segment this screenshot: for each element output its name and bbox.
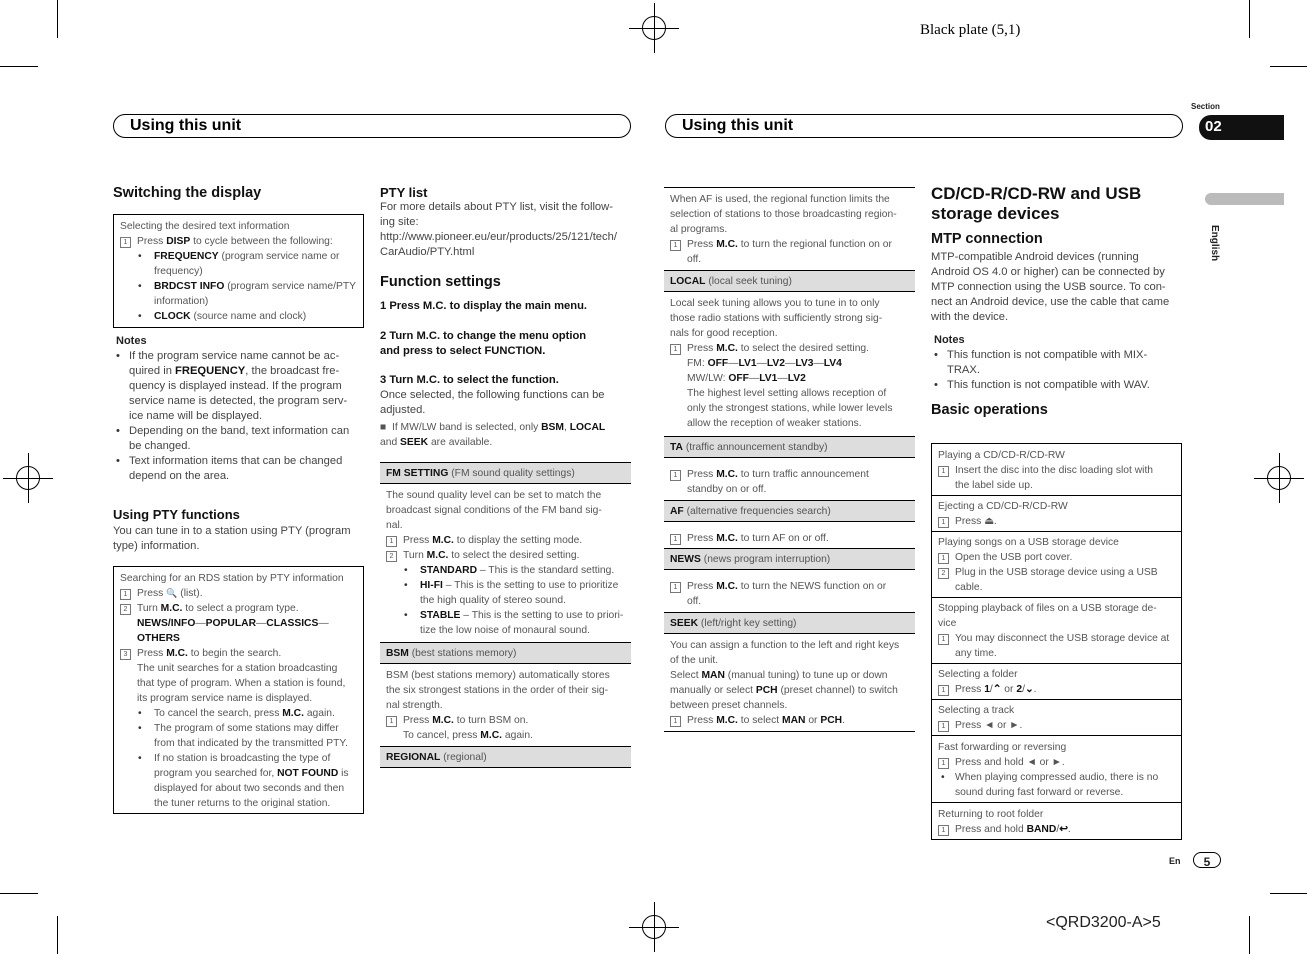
function-bar-local: LOCAL (local seek tuning) bbox=[664, 270, 915, 292]
box-title: Selecting the desired text information bbox=[120, 221, 290, 232]
bullet: • FREQUENCY (program service name or bbox=[120, 249, 357, 264]
section-label: Section bbox=[1191, 102, 1220, 111]
step: 1 Press DISP to cycle between the following: bbox=[120, 234, 357, 249]
function-body: When AF is used, the regional function limits the selection of stations to those broadcasting region- al programs. 1 Press M.C. to turn the regional function on or off. bbox=[664, 188, 915, 270]
function-body: Local seek tuning allows you to tune in to only those radio stations with sufficiently strong sig- nals for good reception. 1 Press M.C. to select the desired setting. FM: OFF—LV1—LV2—LV3—LV4 MW/LW: OFF—LV1—LV2 The highest level setting allows reception of only the strongest stations, while lower levels allow the reception of weaker stations. bbox=[664, 292, 915, 434]
bullet: • HI-FI – This is the setting to use to prioritize the high quality of stereo sound. bbox=[386, 578, 625, 608]
paragraph: You can tune in to a station using PTY (program type) information. bbox=[113, 525, 351, 552]
up-icon: ⌃ bbox=[992, 684, 1002, 695]
step: 1 Press M.C. to turn the regional function on or bbox=[670, 237, 909, 252]
step: 2 Turn M.C. to select the desired setting. bbox=[386, 548, 625, 563]
bullet: • STANDARD – This is the standard setting. bbox=[386, 563, 625, 578]
step-heading: 2 Turn M.C. to change the menu option and press to select FUNCTION. bbox=[380, 330, 587, 357]
page-number: 5 bbox=[1203, 855, 1211, 869]
function-body: BSM (best stations memory) automatically stores the six strongest stations in the order of their sig- nal strength. 1 Press M.C. to turn BSM on. To cancel, press M.C. again. bbox=[380, 664, 631, 746]
bullet: • BRDCST INFO (program service name/PTY bbox=[120, 279, 357, 294]
table-row: Returning to root folder 1 Press and hold BAND/↩. bbox=[938, 809, 1071, 835]
bullet-cont: frequency) bbox=[154, 266, 203, 277]
step: 1 Press M.C. to turn the NEWS function on or bbox=[670, 579, 909, 594]
paragraph: Once selected, the following functions can be adjusted. bbox=[380, 389, 605, 416]
note: • Depending on the band, text information can be changed. bbox=[113, 424, 365, 454]
function-body bbox=[664, 522, 915, 548]
heading-switching-display: Switching the display bbox=[113, 185, 262, 201]
right-arrow-icon: ► bbox=[1051, 757, 1062, 768]
table-row: Selecting a folder 1 Press 1/⌃ or 2/⌄. bbox=[932, 664, 1181, 700]
bullet-cont: information) bbox=[154, 296, 209, 307]
step: 1 Press M.C. to select the desired setting. bbox=[670, 341, 909, 356]
crop-mark bbox=[57, 0, 58, 38]
registration-mark bbox=[16, 466, 40, 490]
table-row: Fast forwarding or reversing 1 Press and hold ◄ or ►. • When playing compressed audio, there is no sound during fast forward or reverse. bbox=[932, 736, 1181, 803]
step-cont: NEWS/INFO—POPULAR—CLASSICS— bbox=[137, 618, 329, 629]
step-cont: OTHERS bbox=[137, 633, 180, 644]
search-icon: 🔍 bbox=[166, 588, 178, 598]
language-label: English bbox=[1209, 225, 1220, 262]
table-row: Ejecting a CD/CD-R/CD-RW 1 Press ⏏. bbox=[932, 496, 1181, 532]
heading-basic-operations: Basic operations bbox=[931, 402, 1048, 418]
crop-mark bbox=[57, 916, 58, 954]
header-bar-left bbox=[113, 114, 631, 138]
heading-cd-usb: CD/CD-R/CD-RW and USB storage devices bbox=[931, 184, 1142, 223]
column-3 bbox=[664, 187, 915, 732]
step: 2 Turn M.C. to select a program type. bbox=[120, 601, 357, 616]
heading-function-settings: Function settings bbox=[380, 274, 501, 290]
column-4 bbox=[931, 184, 1182, 418]
page-number-badge bbox=[1193, 852, 1221, 868]
table-row: Selecting a track 1 Press ◄ or ►. bbox=[932, 700, 1181, 736]
function-bar-af: AF (alternative frequencies search) bbox=[664, 500, 915, 522]
eject-icon: ⏏ bbox=[984, 516, 994, 527]
note: ■ If MW/LW band is selected, only BSM, LOCAL and SEEK are available. bbox=[380, 422, 606, 448]
notes-heading: Notes bbox=[934, 334, 965, 346]
function-bar-seek: SEEK (left/right key setting) bbox=[664, 612, 915, 634]
step: 1 Press M.C. to turn traffic announcement bbox=[670, 467, 909, 482]
bullet: • The program of some stations may differ from that indicated by the transmitted PTY. bbox=[120, 721, 357, 751]
heading-pty-list: PTY list bbox=[380, 185, 428, 200]
header-title: Using this unit bbox=[130, 117, 242, 134]
step-cont: The unit searches for a station broadcasting that type of program. When a station is found, its program service name is displayed. bbox=[137, 663, 346, 704]
bullet: • CLOCK (source name and clock) bbox=[120, 309, 357, 324]
step: 1 Press M.C. to turn BSM on. bbox=[386, 713, 625, 728]
registration-mark bbox=[642, 16, 666, 40]
header-title: Using this unit bbox=[682, 117, 794, 134]
crop-mark bbox=[0, 66, 38, 67]
crop-mark bbox=[1249, 0, 1250, 38]
note: • This function is not compatible with WAV. bbox=[931, 378, 1182, 393]
step-heading: 3 Turn M.C. to select the function. bbox=[380, 374, 559, 386]
notes-list bbox=[113, 349, 365, 484]
section-badge bbox=[1199, 115, 1284, 140]
notes-section bbox=[113, 334, 365, 484]
bullet: • If no station is broadcasting the type of program you searched for, NOT FOUND is displayed for about two seconds and then the tuner returns to the original station. bbox=[120, 751, 357, 811]
note: • If the program service name cannot be ac- quired in FREQUENCY, the broadcast fre- quency is displayed instead. If the program service name is detected, the program serv- ice name will be displayed. bbox=[113, 349, 365, 424]
note: • This function is not compatible with MIX- TRAX. bbox=[931, 348, 1182, 378]
table-row: Playing songs on a USB storage device 1 Open the USB port cover. 2 Plug in the USB storage device using a USB cable. bbox=[932, 532, 1181, 598]
registration-mark bbox=[642, 915, 666, 939]
info-box-pty bbox=[113, 566, 364, 814]
function-bar-bsm: BSM (best stations memory) bbox=[380, 642, 631, 664]
language-tab bbox=[1205, 193, 1284, 205]
right-arrow-icon: ► bbox=[1009, 720, 1020, 731]
notes-heading: Notes bbox=[116, 335, 147, 347]
paragraph: For more details about PTY list, visit the follow- ing site: http://www.pioneer.eu/eur/products/25/121/tech/ CarAudio/PTY.html bbox=[380, 201, 617, 258]
function-body: The sound quality level can be set to match the broadcast signal conditions of the FM band sig- nal. 1 Press M.C. to display the setting mode. 2 Turn M.C. to select the desired setting. • STANDARD – This is the standard setting. • HI-FI – This is the setting to use to prioritize the high quality of stereo sound. • STABLE – This is the setting to use to priori- tize the low noise of monaural sound. bbox=[380, 484, 631, 642]
step: 1 Press M.C. to select MAN or PCH. bbox=[670, 713, 909, 728]
note: • Text information items that can be changed depend on the area. bbox=[113, 454, 365, 484]
step: 1 Press 🔍 (list). bbox=[120, 586, 357, 601]
heading-mtp: MTP connection bbox=[931, 231, 1043, 247]
function-body: 1 Press M.C. to turn traffic announcement standby on or off. bbox=[664, 458, 915, 500]
step: 3 Press M.C. to begin the search. bbox=[120, 646, 357, 661]
crop-mark bbox=[1249, 916, 1250, 954]
crop-mark bbox=[1270, 893, 1307, 894]
footer-language: En bbox=[1169, 856, 1181, 866]
section-number: 02 bbox=[1205, 118, 1222, 135]
return-icon: ↩ bbox=[1059, 824, 1068, 835]
function-bar-news: NEWS (news program interruption) bbox=[664, 548, 915, 570]
bullet: • STABLE – This is the setting to use to priori- tize the low noise of monaural sound. bbox=[386, 608, 625, 638]
function-body: You can assign a function to the left and right keys of the unit. Select MAN (manual tuning) to tune up or down manually or select PCH (preset channel) to switch between preset channels. 1 Press M.C. to select MAN or PCH. bbox=[664, 634, 915, 731]
basic-operations-table bbox=[931, 443, 1182, 840]
registration-mark bbox=[1267, 466, 1291, 490]
table-row: Playing a CD/CD-R/CD-RW 1 Insert the disc into the disc loading slot with the label side up. bbox=[932, 444, 1181, 496]
table-row: Stopping playback of files on a USB storage de- vice 1 You may disconnect the USB storage device at any time. bbox=[932, 598, 1181, 664]
doc-code: <QRD3200-A>5 bbox=[1046, 914, 1161, 931]
box-title: Searching for an RDS station by PTY information bbox=[120, 573, 344, 584]
left-arrow-icon: ◄ bbox=[984, 720, 995, 731]
function-body: 1 Press M.C. to turn the NEWS function on or off. bbox=[664, 570, 915, 612]
function-bar-regional: REGIONAL (regional) bbox=[380, 746, 631, 768]
bullet: • To cancel the search, press M.C. again. bbox=[120, 706, 357, 721]
step-heading: 1 Press M.C. to display the main menu. bbox=[380, 300, 588, 312]
step: 1 Press M.C. to display the setting mode. bbox=[386, 533, 625, 548]
crop-mark bbox=[0, 893, 38, 894]
left-arrow-icon: ◄ bbox=[1026, 757, 1037, 768]
column-2 bbox=[380, 185, 631, 768]
heading-pty-functions: Using PTY functions bbox=[113, 507, 240, 522]
down-icon: ⌄ bbox=[1024, 684, 1034, 695]
paragraph: MTP-compatible Android devices (running Android OS 4.0 or higher) can be connected by MTP connection using the USB source. To con- nect an Android device, use the cable that came with the device. bbox=[931, 251, 1170, 323]
plate-label: Black plate (5,1) bbox=[920, 22, 1021, 38]
step: 1 Press M.C. to turn AF on or off. bbox=[670, 531, 909, 546]
function-bar-ta: TA (traffic announcement standby) bbox=[664, 436, 915, 458]
notes-list bbox=[931, 348, 1182, 393]
function-bar-fm-setting: FM SETTING (FM sound quality settings) bbox=[380, 462, 631, 484]
header-bar-right bbox=[665, 114, 1183, 138]
info-box-display bbox=[113, 214, 364, 328]
crop-mark bbox=[1270, 66, 1307, 67]
